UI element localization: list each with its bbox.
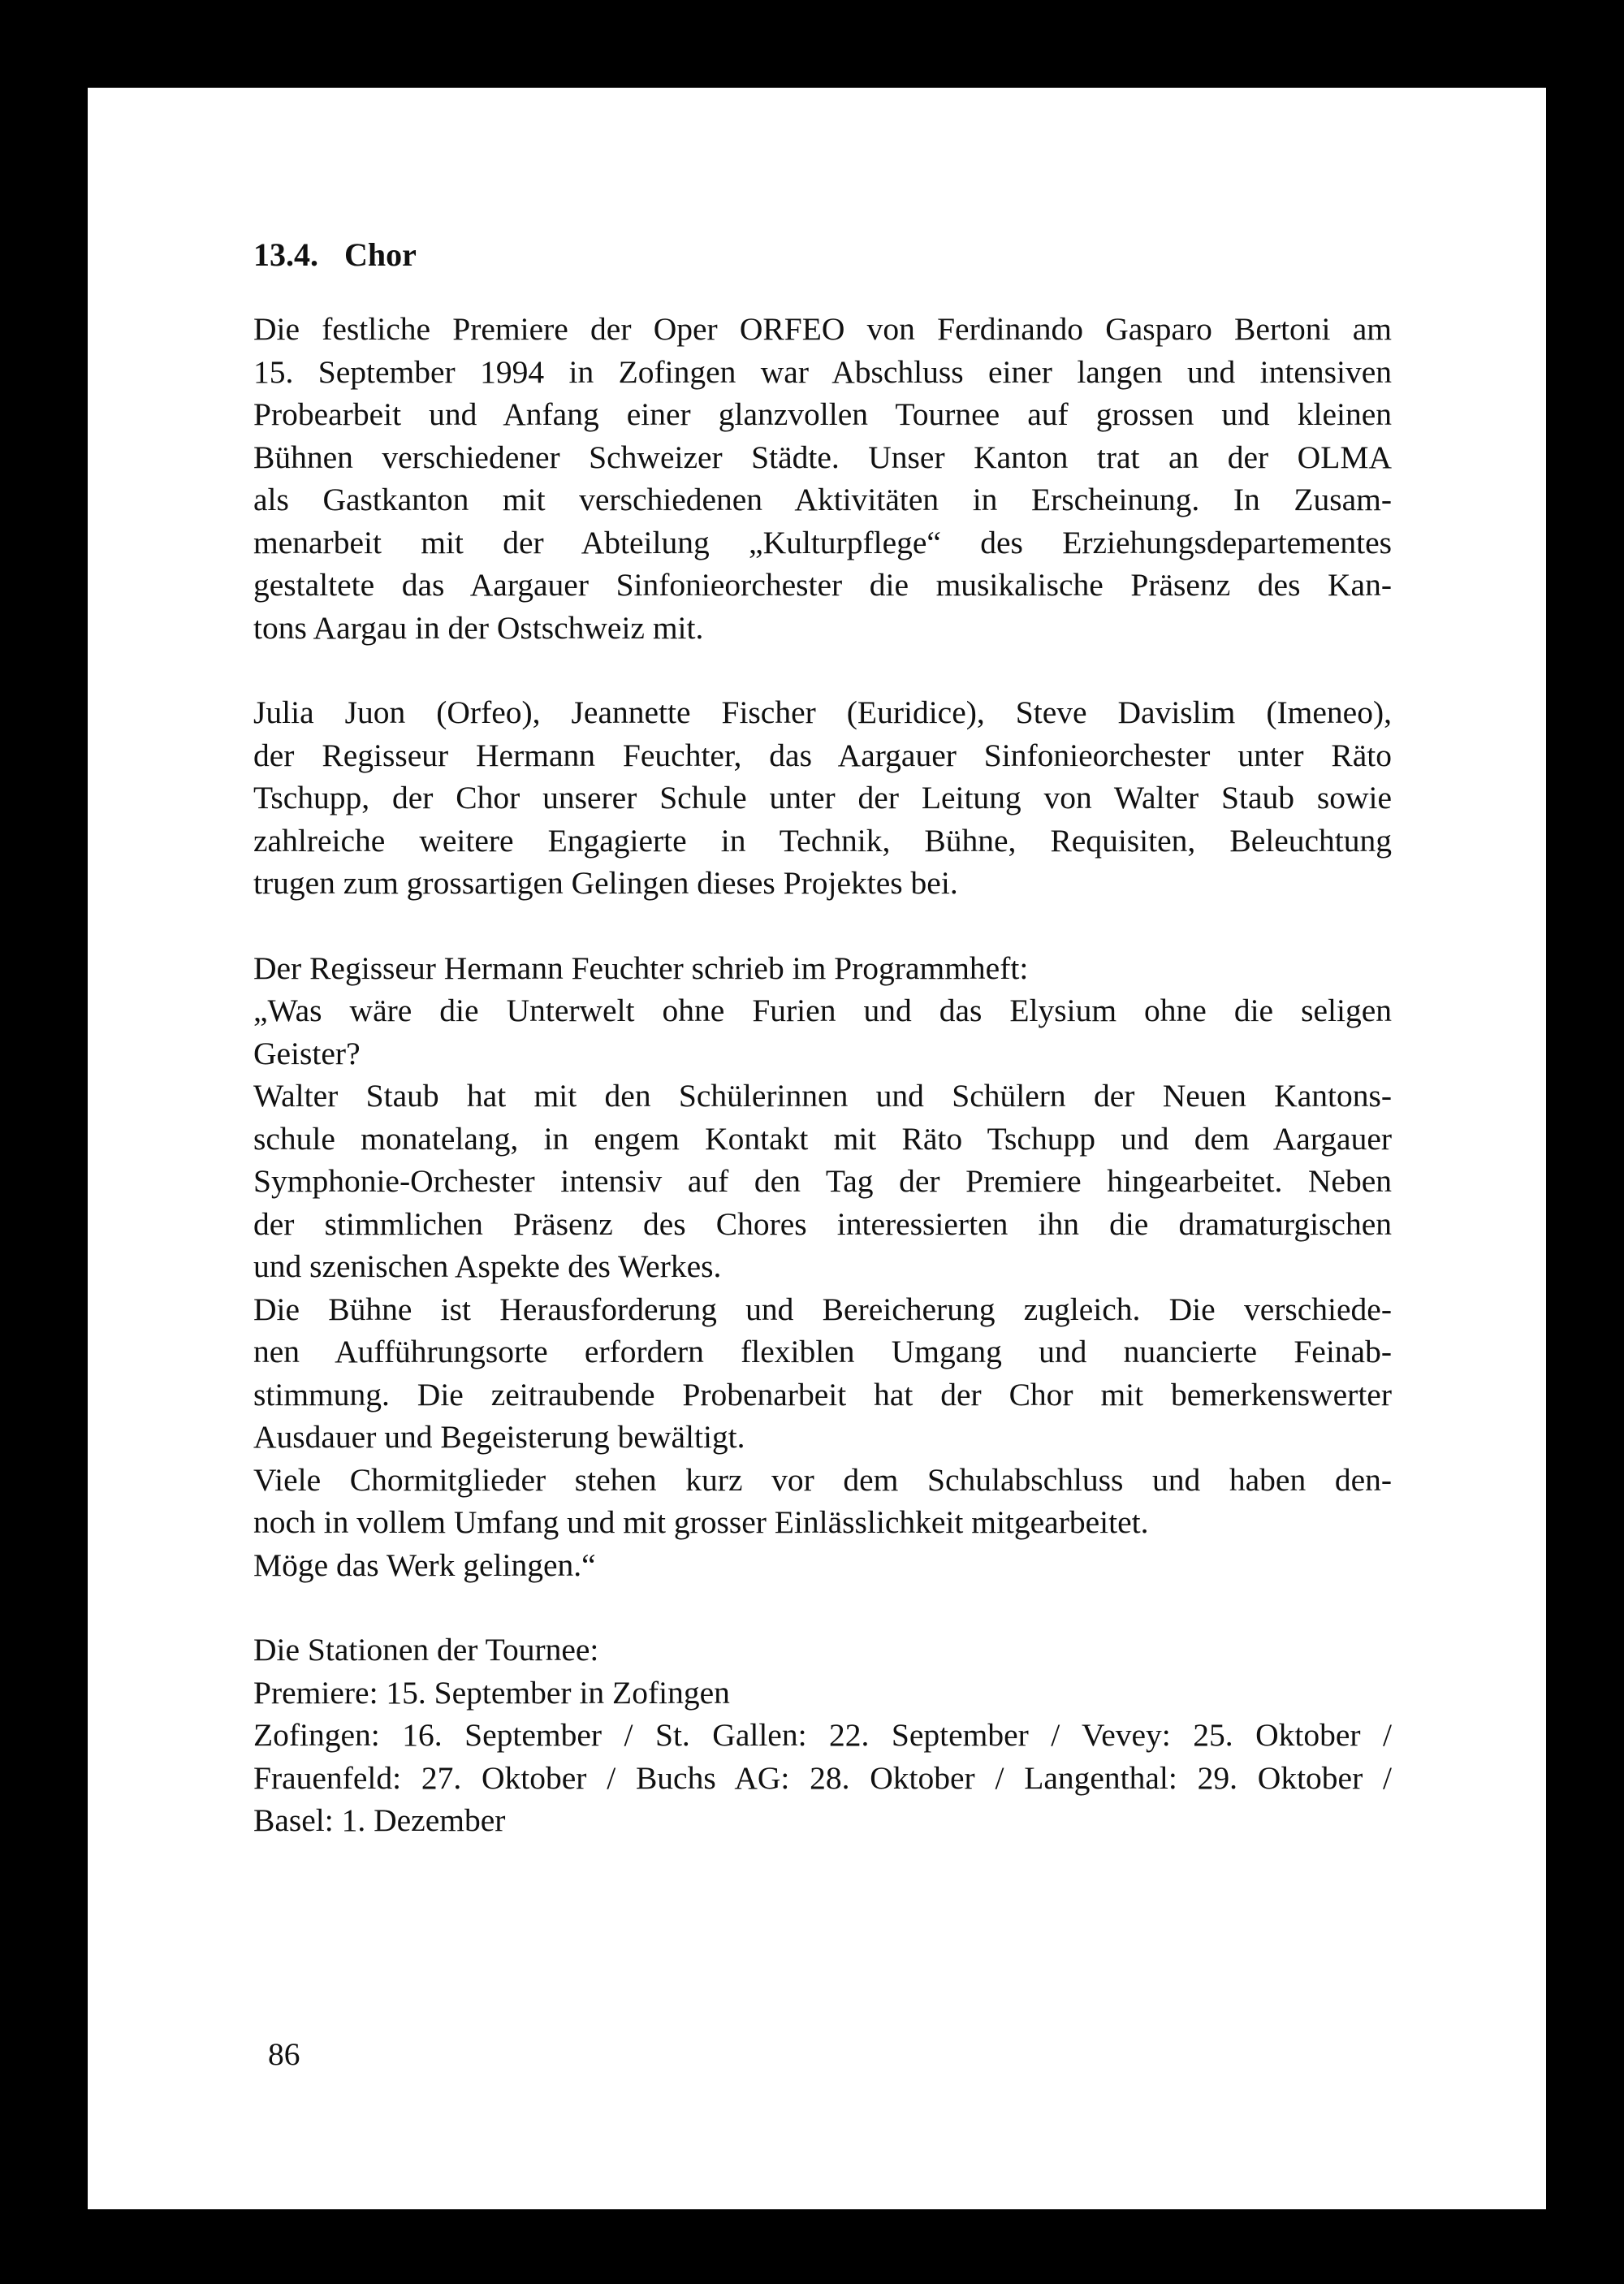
text-line: „Was wäre die Unterwelt ohne Furien und das Elysium ohne die seligen [253,993,1392,1028]
text-line: Die Stationen der Tournee: [253,1632,599,1668]
text-line: nen Aufführungsorte erfordern flexiblen Umgang und nuancierte Feinab- [253,1334,1392,1369]
text-line: Premiere: 15. September in Zofingen [253,1674,730,1711]
paragraph [253,308,1392,649]
document-page [88,88,1546,2209]
text-line: gestaltete das Aargauer Sinfonieorchester die musikalische Präsenz des Kan- [253,567,1392,603]
text-line: Walter Staub hat mit den Schülerinnen und Schülern der Neuen Kantons- [253,1078,1392,1114]
text-line: Möge das Werk gelingen.“ [253,1546,596,1583]
text-line: Der Regisseur Hermann Feuchter schrieb im Programmheft: [253,950,1029,986]
text-line: Die Bühne ist Herausforderung und Bereicherung zugleich. Die verschiede- [253,1291,1392,1327]
text-line: Tschupp, der Chor unserer Schule unter der Leitung von Walter Staub sowie [253,780,1392,815]
text-line: schule monatelang, in engem Kontakt mit Räto Tschupp und dem Aargauer [253,1120,1392,1157]
page-number: 86 [268,2036,300,2072]
text-line: Frauenfeld: 27. Oktober / Buchs AG: 28. Oktober / Langenthal: 29. Oktober / [253,1759,1392,1796]
text-line: Die festliche Premiere der Oper ORFEO von Ferdinando Gasparo Bertoni am [253,311,1392,347]
section-number: 13.4. [253,236,318,273]
paragraph [253,947,1392,1587]
text-line: Zofingen: 16. September / St. Gallen: 22. September / Vevey: 25. Oktober / [253,1717,1392,1753]
text-line: 15. September 1994 in Zofingen war Abschluss einer langen und intensiven [253,353,1392,390]
text-line: Symphonie-Orchester intensiv auf den Tag der Premiere hingearbeitet. Neben [253,1163,1392,1199]
section-title: Chor [344,236,417,273]
text-line: der stimmlichen Präsenz des Chores interessierten ihn die dramaturgischen [253,1205,1392,1242]
section-heading [253,234,1392,276]
paragraph [253,691,1392,905]
text-line: und szenischen Aspekte des Werkes. [253,1248,722,1284]
text-line: menarbeit mit der Abteilung „Kulturpflege“ des Erziehungsdepartementes [253,524,1392,560]
page-content [253,234,1392,1884]
text-line: Ausdauer und Begeisterung bewältigt. [253,1419,745,1455]
text-line: Viele Chormitglieder stehen kurz vor dem Schulabschluss und haben den- [253,1461,1392,1498]
text-line: Julia Juon (Orfeo), Jeannette Fischer (Euridice), Steve Davislim (Imeneo), [253,694,1392,730]
body-text [253,308,1392,1842]
paragraph [253,1629,1392,1842]
text-line: tons Aargau in der Ostschweiz mit. [253,609,704,646]
text-line: Geister? [253,1035,361,1071]
text-line: als Gastkanton mit verschiedenen Aktivitäten in Erscheinung. In Zusam- [253,482,1392,517]
text-line: stimmung. Die zeitraubende Probenarbeit hat der Chor mit bemerkenswerter [253,1376,1392,1412]
text-line: der Regisseur Hermann Feuchter, das Aargauer Sinfonieorchester unter Räto [253,737,1392,773]
text-line: noch in vollem Umfang und mit grosser Einlässlichkeit mitgearbeitet. [253,1504,1149,1540]
text-line: Bühnen verschiedener Schweizer Städte. Unser Kanton trat an der OLMA [253,439,1392,475]
text-line: Probearbeit und Anfang einer glanzvollen Tournee auf grossen und kleinen [253,396,1392,432]
text-line: Basel: 1. Dezember [253,1802,506,1838]
text-line: zahlreiche weitere Engagierte in Technik, Bühne, Requisiten, Beleuchtung [253,822,1392,859]
text-line: trugen zum grossartigen Gelingen dieses Projektes bei. [253,865,958,901]
